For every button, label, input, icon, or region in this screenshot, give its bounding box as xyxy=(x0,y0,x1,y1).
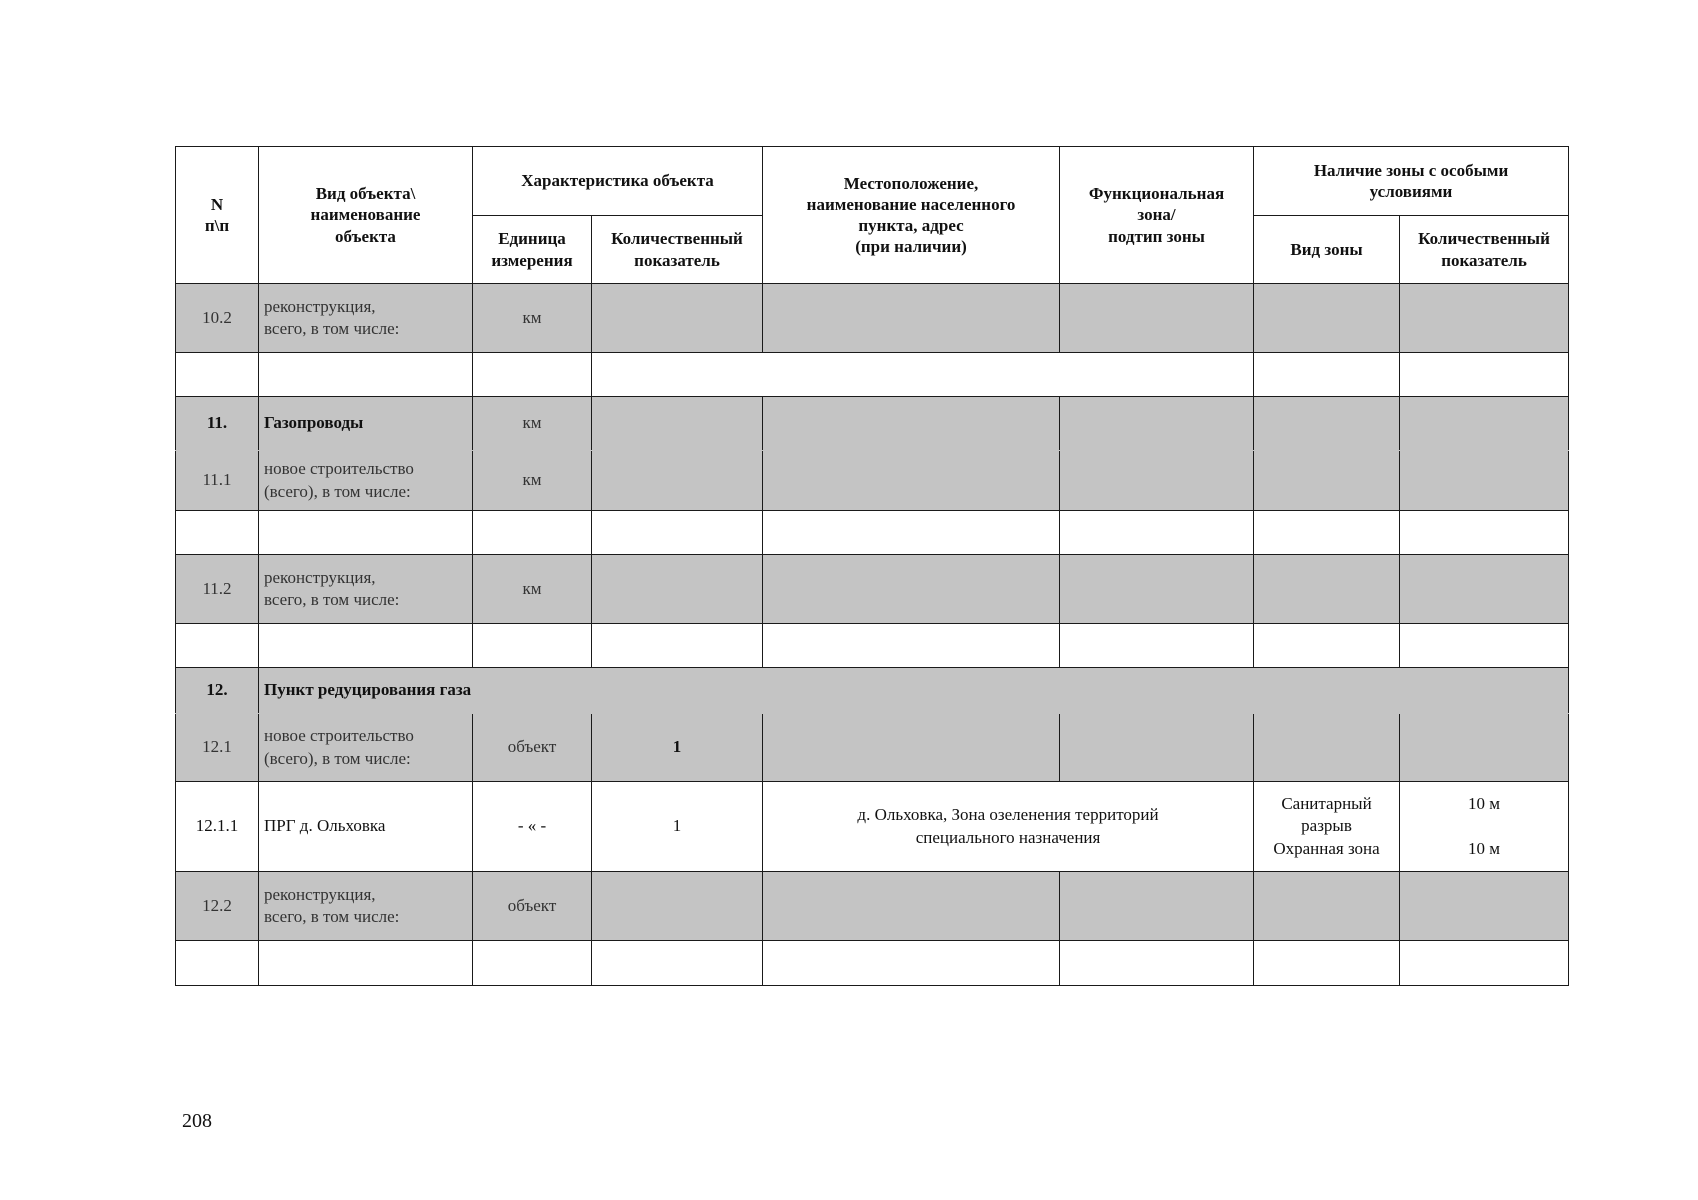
header-special-zone: Наличие зоны с особыми условиями xyxy=(1254,147,1569,216)
row-location xyxy=(763,714,1060,782)
table-row xyxy=(176,872,1569,941)
row-zone-qty xyxy=(1400,397,1569,451)
row-unit: км xyxy=(473,284,592,353)
header-num: N п\п xyxy=(176,147,259,284)
row-func-zone xyxy=(1060,714,1254,782)
row-func-zone xyxy=(1060,872,1254,941)
page-number: 208 xyxy=(182,1110,212,1132)
empty-cell xyxy=(1254,353,1400,397)
empty-cell xyxy=(763,624,1060,668)
empty-cell xyxy=(1254,624,1400,668)
row-zone-qty xyxy=(1400,555,1569,624)
empty-cell xyxy=(259,511,473,555)
objects-table xyxy=(175,146,1569,986)
spacer xyxy=(1405,816,1563,838)
empty-cell xyxy=(176,511,259,555)
row-unit: км xyxy=(473,555,592,624)
row-unit: - « - xyxy=(473,782,592,872)
row-zone-qty xyxy=(1400,872,1569,941)
empty-cell xyxy=(1254,941,1400,986)
header-unit: Единица измерения xyxy=(473,216,592,284)
row-zone-qty xyxy=(1400,451,1569,511)
header-zone-type: Вид зоны xyxy=(1254,216,1400,284)
row-func-zone xyxy=(1060,555,1254,624)
row-qty: 1 xyxy=(592,782,763,872)
empty-cell xyxy=(592,511,763,555)
row-func-zone xyxy=(1060,284,1254,353)
table-row xyxy=(176,353,1569,397)
row-location xyxy=(763,451,1060,511)
header-characteristics: Характеристика объекта xyxy=(473,147,763,216)
row-location xyxy=(763,284,1060,353)
empty-cell xyxy=(592,624,763,668)
row-location xyxy=(763,555,1060,624)
table-row xyxy=(176,555,1569,624)
empty-cell xyxy=(473,941,592,986)
row-zone-qty xyxy=(1400,284,1569,353)
empty-cell xyxy=(176,353,259,397)
row-location xyxy=(763,397,1060,451)
row-qty: 1 xyxy=(592,714,763,782)
empty-cell xyxy=(259,624,473,668)
row-num: 12.1.1 xyxy=(176,782,259,872)
row-qty xyxy=(592,397,763,451)
empty-cell xyxy=(1254,511,1400,555)
row-unit: км xyxy=(473,451,592,511)
row-zone-type xyxy=(1254,714,1400,782)
table-row xyxy=(176,668,1569,714)
empty-cell xyxy=(1060,941,1254,986)
row-name: новое строительство (всего), в том числе: xyxy=(259,451,473,511)
row-func-zone xyxy=(1060,397,1254,451)
row-qty xyxy=(592,872,763,941)
empty-cell xyxy=(176,624,259,668)
row-num: 10.2 xyxy=(176,284,259,353)
empty-cell xyxy=(763,941,1060,986)
row-unit: объект xyxy=(473,872,592,941)
header-location: Местоположение, наименование населенного пункта, адрес (при наличии) xyxy=(763,147,1060,284)
row-qty xyxy=(592,555,763,624)
header-functional-zone: Функциональная зона/ подтип зоны xyxy=(1060,147,1254,284)
row-zone-qty xyxy=(1400,714,1569,782)
row-name: Пункт редуцирования газа xyxy=(259,668,1569,714)
zone-type-2: Охранная зона xyxy=(1273,838,1380,858)
row-location: д. Ольховка, Зона озеленения территорий специального назначения xyxy=(763,782,1254,872)
header-zone-quantity: Количественный показатель xyxy=(1400,216,1569,284)
row-name: новое строительство (всего), в том числе: xyxy=(259,714,473,782)
row-qty xyxy=(592,284,763,353)
row-zone-type xyxy=(1254,872,1400,941)
row-zone-qty xyxy=(1400,782,1569,872)
empty-cell xyxy=(473,511,592,555)
zone-qty-1: 10 м xyxy=(1468,794,1501,814)
row-zone-type xyxy=(1254,397,1400,451)
empty-cell xyxy=(592,941,763,986)
row-num: 12. xyxy=(176,668,259,714)
row-func-zone xyxy=(1060,451,1254,511)
table-row xyxy=(176,284,1569,353)
table-row xyxy=(176,782,1569,872)
zone-qty-2: 10 м xyxy=(1468,838,1501,858)
empty-cell xyxy=(473,624,592,668)
row-num: 12.2 xyxy=(176,872,259,941)
row-zone-type xyxy=(1254,451,1400,511)
empty-cell xyxy=(1060,624,1254,668)
row-qty xyxy=(592,451,763,511)
empty-cell xyxy=(1400,511,1569,555)
row-num: 11.1 xyxy=(176,451,259,511)
row-zone-type xyxy=(1254,782,1400,872)
row-num: 11. xyxy=(176,397,259,451)
row-name: реконструкция, всего, в том числе: xyxy=(259,872,473,941)
table-row xyxy=(176,941,1569,986)
row-name: ПРГ д. Ольховка xyxy=(259,782,473,872)
empty-cell xyxy=(259,353,473,397)
row-name: реконструкция, всего, в том числе: xyxy=(259,555,473,624)
row-name: Газопроводы xyxy=(259,397,473,451)
table-row xyxy=(176,714,1569,782)
row-unit: объект xyxy=(473,714,592,782)
empty-cell xyxy=(1400,624,1569,668)
row-zone-type xyxy=(1254,284,1400,353)
empty-cell xyxy=(1400,941,1569,986)
empty-cell xyxy=(473,353,592,397)
header-object-type: Вид объекта\ наименование объекта xyxy=(259,147,473,284)
empty-cell xyxy=(1060,511,1254,555)
row-num: 12.1 xyxy=(176,714,259,782)
table-row xyxy=(176,511,1569,555)
row-name: реконструкция, всего, в том числе: xyxy=(259,284,473,353)
empty-cell xyxy=(259,941,473,986)
row-zone-type xyxy=(1254,555,1400,624)
table-row xyxy=(176,451,1569,511)
empty-cell xyxy=(763,511,1060,555)
empty-cell xyxy=(1400,353,1569,397)
row-num: 11.2 xyxy=(176,555,259,624)
zone-type-1: Санитарный разрыв xyxy=(1281,794,1372,836)
table-row xyxy=(176,624,1569,668)
row-location xyxy=(763,872,1060,941)
empty-cell xyxy=(592,353,1254,397)
table-row xyxy=(176,397,1569,451)
row-unit: км xyxy=(473,397,592,451)
header-quantity: Количественный показатель xyxy=(592,216,763,284)
empty-cell xyxy=(176,941,259,986)
